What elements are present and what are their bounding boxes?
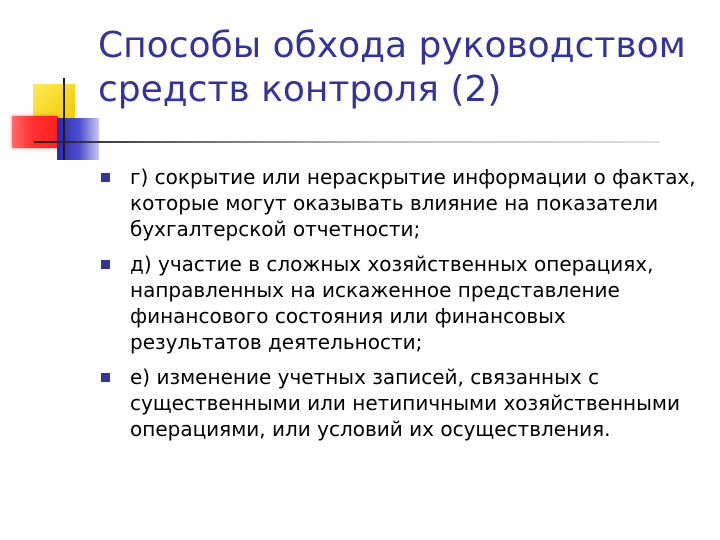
decorative-horizontal-rule bbox=[34, 141, 660, 143]
square-bullet-icon bbox=[101, 373, 110, 382]
decorative-vertical-line bbox=[63, 78, 65, 160]
decorative-red-square bbox=[12, 116, 58, 148]
square-bullet-icon bbox=[101, 173, 110, 182]
square-bullet-icon bbox=[101, 260, 110, 269]
bullet-list bbox=[100, 164, 700, 451]
slide-title: Способы обхода руководством средств контроля (2) bbox=[98, 25, 686, 110]
bullet-item bbox=[100, 164, 700, 242]
bullet-text: д) участие в сложных хозяйственных операциях, направленных на искаженное представление финансового состояния или финансовых результатов деятельности; bbox=[130, 252, 654, 354]
bullet-text: е) изменение учетных записей, связанных с существенными или нетипичными хозяйственными операциями, или условий их осуществления. bbox=[130, 365, 680, 441]
bullet-item bbox=[100, 251, 700, 355]
bullet-item bbox=[100, 364, 700, 442]
bullet-text: г) сокрытие или нераскрытие информации о фактах, которые могут оказывать влияние на показатели бухгалтерской отчетности; bbox=[130, 165, 696, 241]
